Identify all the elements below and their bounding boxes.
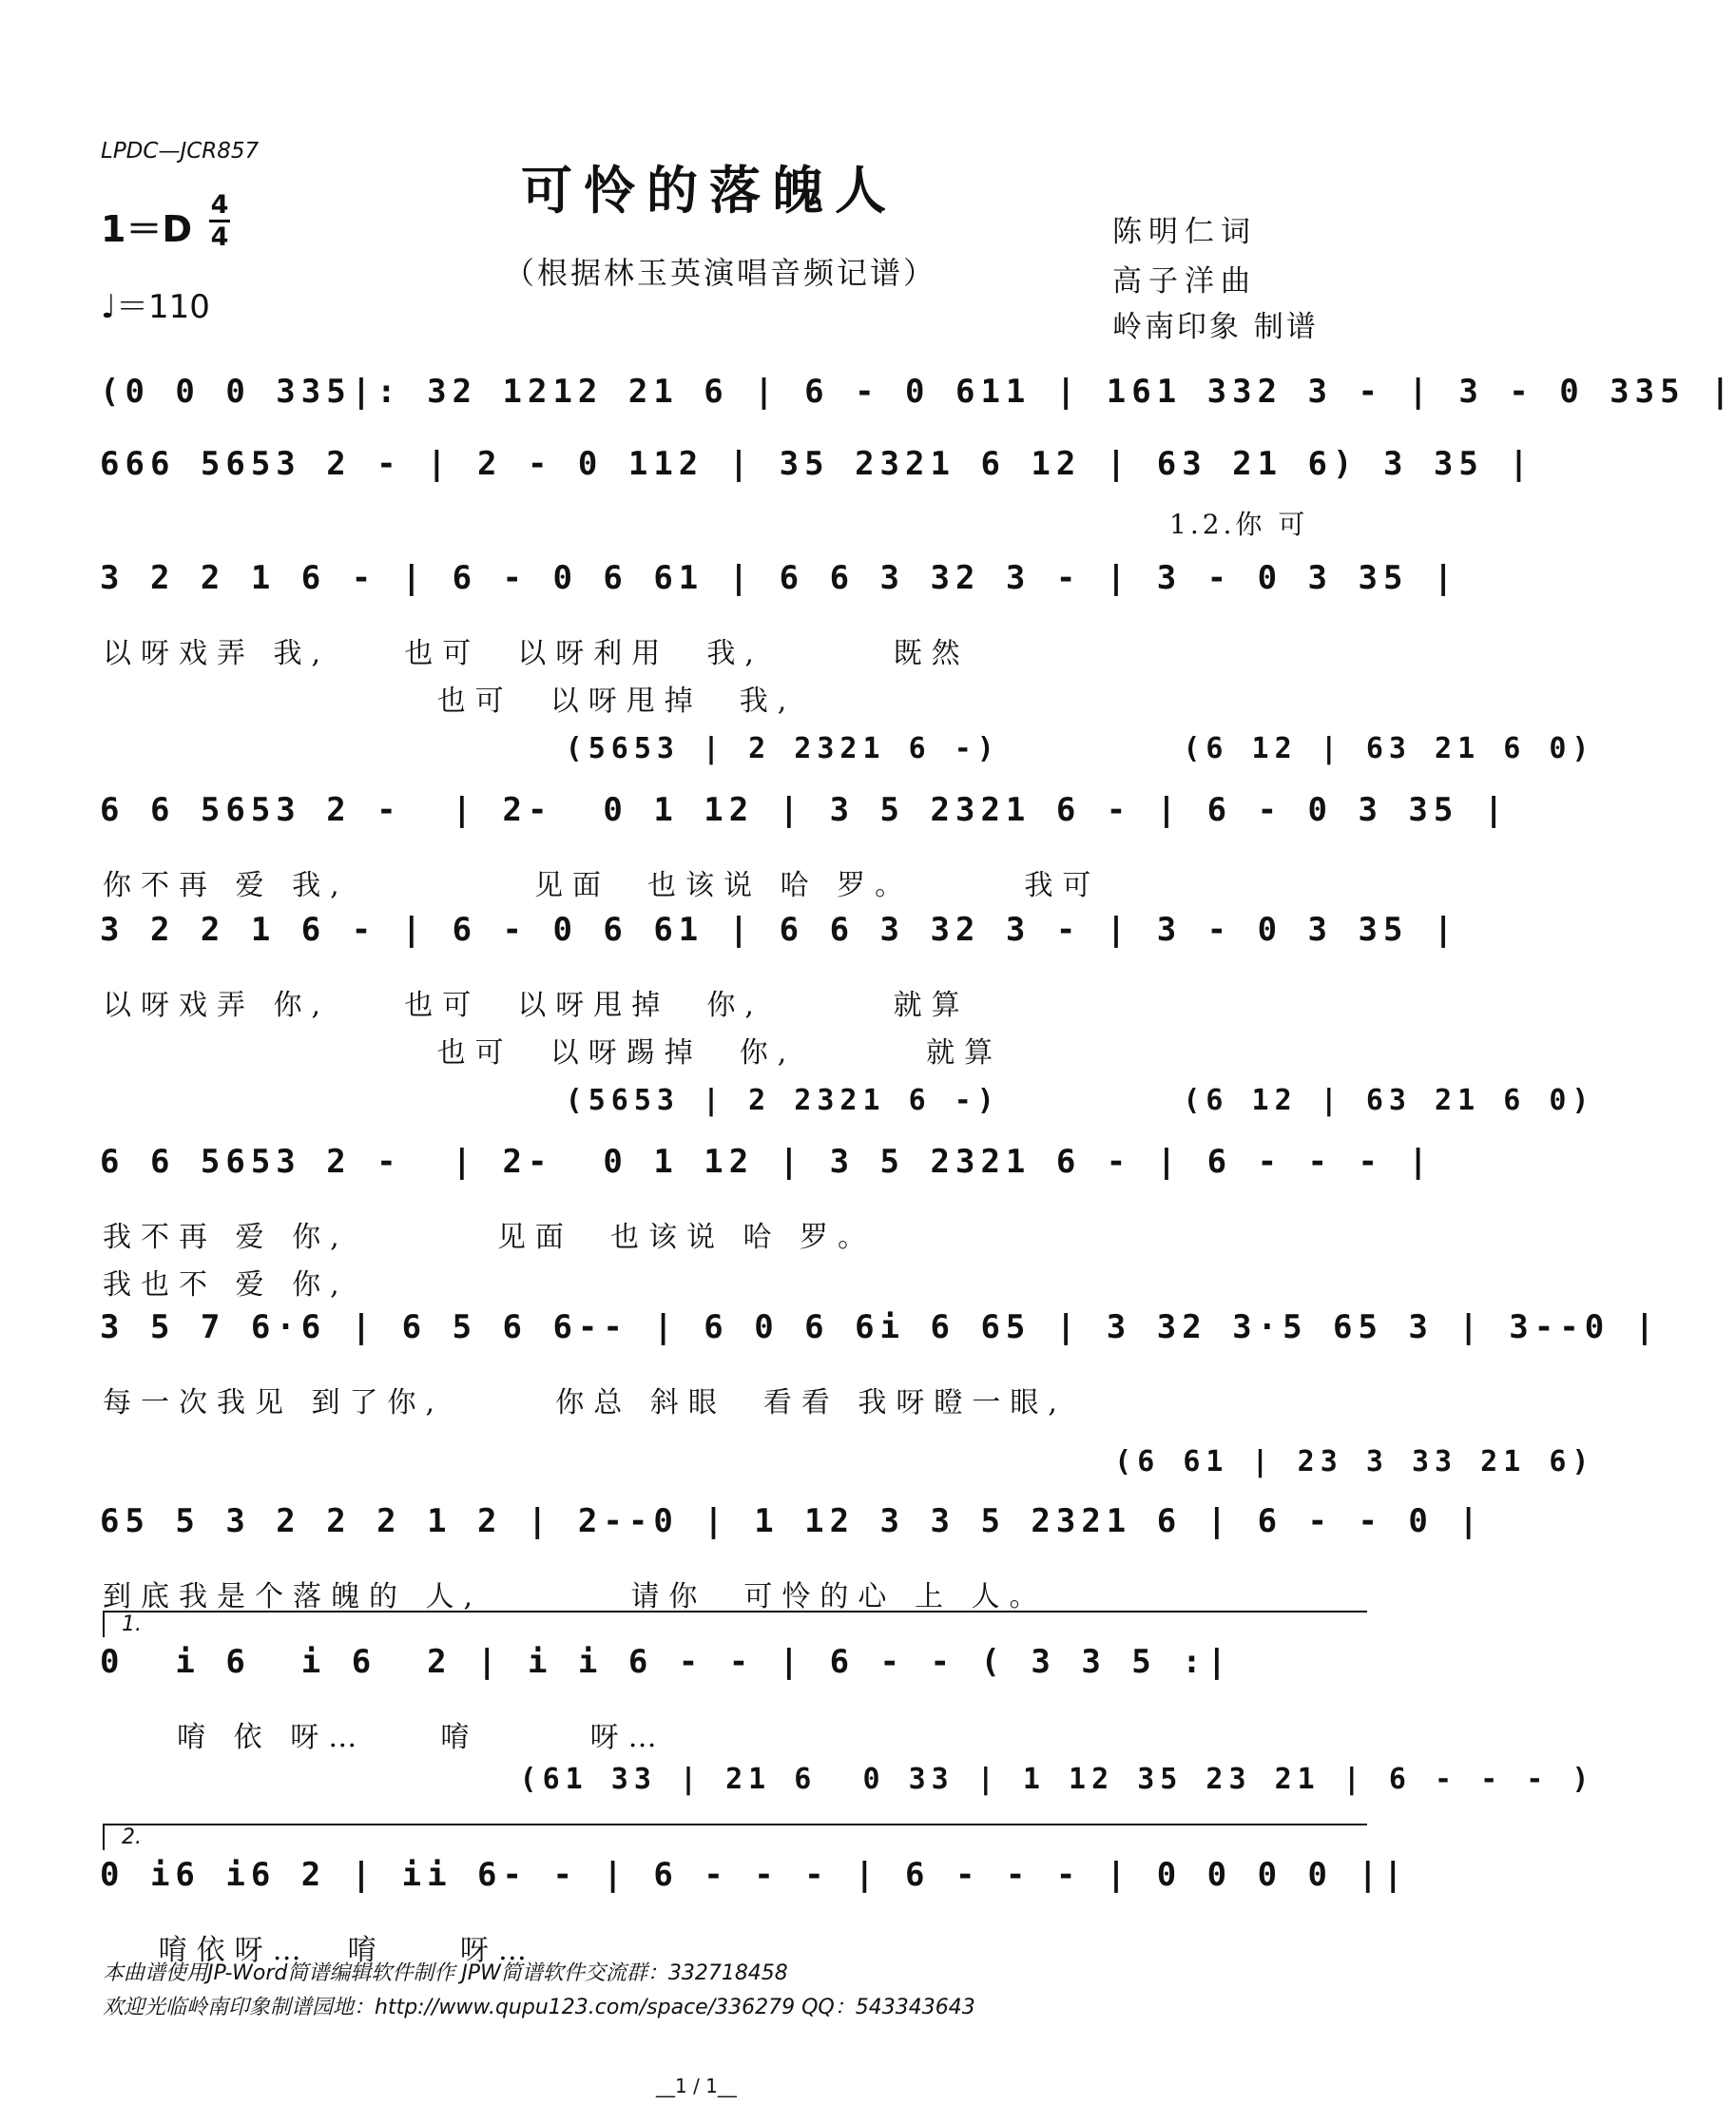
lyric-line: 你不再 爱 我, 见面 也该说 哈 罗。 我可 <box>103 869 1101 902</box>
score-line <box>0 373 1736 430</box>
notation-text: 6 6 5653 2 - | 2- 0 1 12 | 3 5 2321 6 - | 6 - - - | <box>100 1143 1434 1181</box>
score-line <box>0 791 1510 902</box>
notation-text: 0 i 6 i 6 2 | i i 6 - - | 6 - - ( 3 3 5 :| <box>100 1643 1233 1681</box>
notation-text: 3 2 2 1 6 - | 6 - 0 6 61 | 6 6 3 32 3 - | 3 - 0 3 35 | <box>100 559 1459 597</box>
notation-text: (0 0 0 335|: 32 1212 21 6 | 6 - 0 611 | 161 332 3 - | 3 - 0 335 | <box>100 373 1736 411</box>
notation-text: (5653 | 2 2321 6 -) (6 12 | 63 21 6 0) <box>314 732 1595 765</box>
song-title: 可怜的落魄人 <box>521 160 897 221</box>
lyric-line: 我也不 爱 你, <box>103 1268 349 1302</box>
notation-text: 6 6 5653 2 - | 2- 0 1 12 | 3 5 2321 6 - | 6 - 0 3 35 | <box>100 791 1510 829</box>
score-line <box>0 1613 1426 1754</box>
lyric-line: 以呀戏弄 我, 也可 以呀利用 我, 既然 <box>103 637 970 670</box>
lyric-line: 以呀戏弄 你, 也可 以呀甩掉 你, 就算 <box>103 989 970 1022</box>
page-number: __1 / 1__ <box>656 2075 737 2097</box>
interlude-line <box>0 1763 1595 1820</box>
notation-text: 0 i6 i6 2 | ii 6- - | 6 - - - | 6 - - - | 0 0 0 0 || <box>100 1856 1409 1894</box>
notation-text: (6 61 | 23 3 33 21 6) <box>314 1445 1595 1478</box>
lyric-line: 到底我是个落魄的 人, 请你 可怜的心 上 人。 <box>103 1580 1048 1613</box>
score-line <box>0 445 1534 540</box>
lyricist-credit: 陈明仁词 <box>1112 215 1257 249</box>
composer-credit: 高子洋曲 <box>1112 264 1257 299</box>
volta-bracket: 2. <box>103 1824 1367 1850</box>
score-line <box>0 1825 1426 1967</box>
score-line <box>0 1502 1484 1613</box>
notation-text: 666 5653 2 - | 2 - 0 112 | 35 2321 6 12 | 63 21 6) 3 35 | <box>100 445 1534 483</box>
footer-line-2: 欢迎光临岭南印象制谱园地：http://www.qupu123.com/space/336279 QQ：543343643 <box>103 1996 975 2019</box>
score-line <box>0 1143 1434 1302</box>
score-line <box>0 911 1459 1070</box>
notation-text: (61 33 | 21 6 0 33 | 1 12 35 23 21 | 6 - - - ) <box>314 1763 1595 1796</box>
lyric-line: 每一次我见 到了你, 你总 斜眼 看看 我呀瞪一眼, <box>103 1386 1067 1419</box>
score-line <box>0 1308 1661 1419</box>
notation-text: 3 2 2 1 6 - | 6 - 0 6 61 | 6 6 3 32 3 - | 3 - 0 3 35 | <box>100 911 1459 949</box>
tempo-marking: ♩＝110 <box>101 288 210 326</box>
time-signature-top: 4 <box>210 190 229 220</box>
notation-text: (5653 | 2 2321 6 -) (6 12 | 63 21 6 0) <box>314 1084 1595 1117</box>
key-signature: 1＝D <box>101 208 192 250</box>
lyric-line: 唷依呀… 唷 呀… <box>103 1934 536 1967</box>
lyric-line: 我不再 爱 你, 见面 也该说 哈 罗。 <box>103 1221 877 1254</box>
interlude-line <box>0 1084 1595 1141</box>
lyric-line: 也可 以呀甩掉 我, <box>103 685 797 718</box>
interlude-line <box>0 732 1595 789</box>
footer-line-1: 本曲谱使用JP-Word简谱编辑软件制作 JPW简谱软件交流群：332718458 <box>103 1961 788 1985</box>
score-line <box>0 559 1459 718</box>
notation-text: 65 5 3 2 2 2 1 2 | 2--0 | 1 12 3 3 5 2321 6 | 6 - - 0 | <box>100 1502 1484 1540</box>
arranger-credit: 岭南印象 制谱 <box>1112 310 1319 344</box>
volta-bracket: 1. <box>103 1611 1367 1637</box>
score-code: LPDC—JCR857 <box>101 139 260 164</box>
song-subtitle: （根据林玉英演唱音频记谱） <box>504 255 937 291</box>
interlude-line <box>0 1445 1595 1502</box>
time-signature-bottom: 4 <box>210 222 229 252</box>
lyric-line: 也可 以呀踢掉 你, 就算 <box>103 1036 1003 1070</box>
time-signature <box>209 192 230 250</box>
lyric-line: 1.2.你 可 <box>1169 509 1309 540</box>
notation-text: 3 5 7 6·6 | 6 5 6 6-- | 6 0 6 6i 6 65 | 3 32 3·5 65 3 | 3--0 | <box>100 1308 1661 1346</box>
lyric-line: 唷 依 呀… 唷 呀… <box>103 1721 666 1754</box>
